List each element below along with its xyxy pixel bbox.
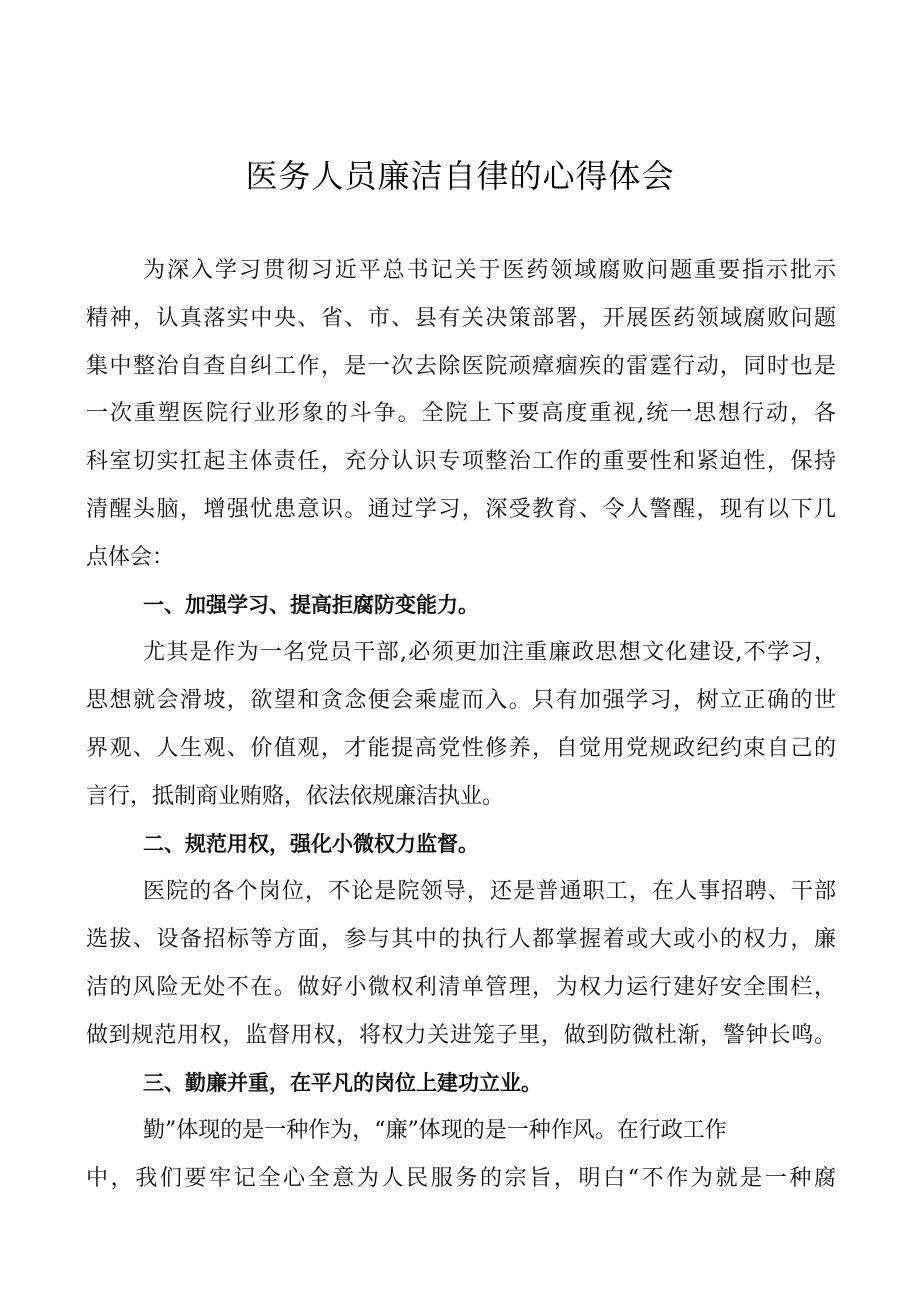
section-heading: 一、加强学习、提高拒腐防变能力。 xyxy=(143,592,479,617)
document-body xyxy=(86,247,836,1203)
paragraph-line: 做到规范用权，监督用权，将权力关进笼子里，做到防微杜渐，警钟长鸣。 xyxy=(86,1022,836,1048)
paragraph-line: 集中整治自查自纠工作，是一次去除医院顽瘴痼疾的雷霆行动，同时也是 xyxy=(86,353,836,379)
paragraph-line: 一次重塑医院行业形象的斗争。全院上下要高度重视,统一思想行动，各 xyxy=(86,401,836,427)
paragraph-line: 点体会： xyxy=(86,544,175,570)
document-title: 医务人员廉洁自律的心得体会 xyxy=(245,157,675,195)
paragraph-line: 科室切实扛起主体责任，充分认识专项整治工作的重要性和紧迫性，保持 xyxy=(86,449,836,475)
paragraph-line: 思想就会滑坡，欲望和贪念便会乘虚而入。只有加强学习，树立正确的世 xyxy=(86,688,836,714)
paragraph-line: 为深入学习贯彻习近平总书记关于医药领域腐败问题重要指示批示 xyxy=(143,258,836,283)
paragraph-line: 医院的各个岗位，不论是院领导，还是普通职工，在人事招聘、干部 xyxy=(143,879,836,905)
paragraph-line: 选拔、设备招标等方面，参与其中的执行人都掌握着或大或小的权力，廉 xyxy=(86,927,836,953)
paragraph-line: 洁的风险无处不在。做好小微权利清单管理，为权力运行建好安全围栏， xyxy=(86,974,836,1000)
paragraph-line: 言行，抵制商业贿赂，依法依规廉洁执业。 xyxy=(86,783,505,809)
paragraph-line: 尤其是作为一名党员干部,必须更加注重廉政思想文化建设,不学习， xyxy=(143,640,836,666)
section-heading: 三、勤廉并重，在平凡的岗位上建功立业。 xyxy=(143,1070,542,1095)
paragraph-line: 界观、人生观、价值观，才能提高党性修养，自觉用党规政纪约束自己的 xyxy=(86,735,836,761)
paragraph-line: 中，我们要牢记全心全意为人民服务的宗旨，明白“不作为就是一种腐 xyxy=(86,1166,836,1192)
paragraph-line: 精神，认真落实中央、省、市、县有关决策部署，开展医药领域腐败问题 xyxy=(86,305,836,331)
paragraph-line: 勤”体现的是一种作为，“廉”体现的是一种作风。在行政工作 xyxy=(143,1118,727,1144)
paragraph-line: 清醒头脑，增强忧患意识。通过学习，深受教育、令人警醒，现有以下几 xyxy=(86,496,836,522)
section-heading: 二、规范用权，强化小微权力监督。 xyxy=(143,831,479,856)
